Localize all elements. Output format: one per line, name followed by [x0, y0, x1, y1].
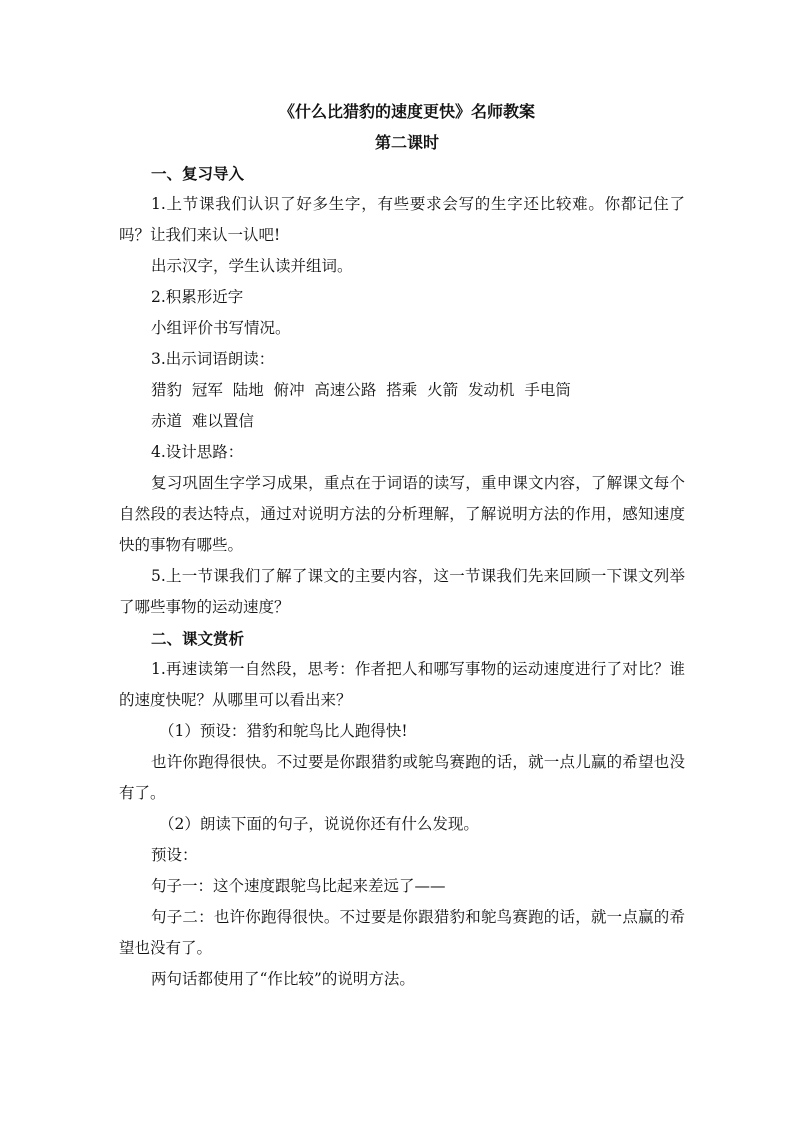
- document-subtitle: 第二课时: [374, 133, 439, 152]
- paragraph: 出示汉字，学生认读并组词。: [151, 257, 353, 275]
- paragraph: （1）预设：猎豹和鸵鸟比人跑得快!: [159, 722, 408, 740]
- document-body: [119, 96, 685, 995]
- paragraph: 复习巩固生字学习成果，重点在于词语的读写，重申课文内容，了解课文每个自然段的表达特点，通过对说明方法的分析理解，了解说明方法的作用，感知速度快的事物有哪些。: [119, 474, 685, 554]
- paragraph: 句子一：这个速度跟鸵鸟比起来差远了——: [151, 877, 446, 895]
- paragraph: 句子二：也许你跑得很快。不过要是你跟猎豹和鸵鸟赛跑的话，就一点赢的希望也没有了。: [119, 908, 685, 957]
- paragraph: （2）朗读下面的句子，说说你还有什么发现。: [159, 815, 479, 833]
- paragraph: 预设：: [151, 846, 198, 864]
- paragraph: 3.出示词语朗读：: [151, 350, 275, 368]
- paragraph: 4.设计思路：: [151, 443, 244, 461]
- paragraph: 1.上节课我们认识了好多生字，有些要求会写的生字还比较难。你都记住了吗？让我们来认一认吧!: [119, 195, 685, 244]
- paragraph: 1.再速读第一自然段，思考：作者把人和哪写事物的运动速度进行了对比？谁的速度快呢？从哪里可以看出来？: [119, 660, 685, 709]
- section-heading: 一、复习导入: [151, 164, 245, 183]
- document-title: 《什么比猎豹的速度更快》名师教案: [278, 102, 535, 121]
- paragraph: 两句话都使用了“作比较”的说明方法。: [151, 970, 415, 988]
- paragraph: 2.积累形近字: [151, 288, 244, 306]
- word-list: 猎豹 冠军 陆地 俯冲 高速公路 搭乘 火箭 发动机 手电筒: [151, 381, 571, 399]
- paragraph: 也许你跑得很快。不过要是你跟猎豹或鸵鸟赛跑的话，就一点儿赢的希望也没有了。: [119, 753, 685, 802]
- paragraph: 5.上一节课我们了解了课文的主要内容，这一节课我们先来回顾一下课文列举了哪些事物的运动速度？: [119, 567, 685, 616]
- paragraph: 小组评价书写情况。: [151, 319, 291, 337]
- section-heading: 二、课文赏析: [151, 629, 245, 648]
- word-list: 赤道 难以置信: [151, 412, 254, 430]
